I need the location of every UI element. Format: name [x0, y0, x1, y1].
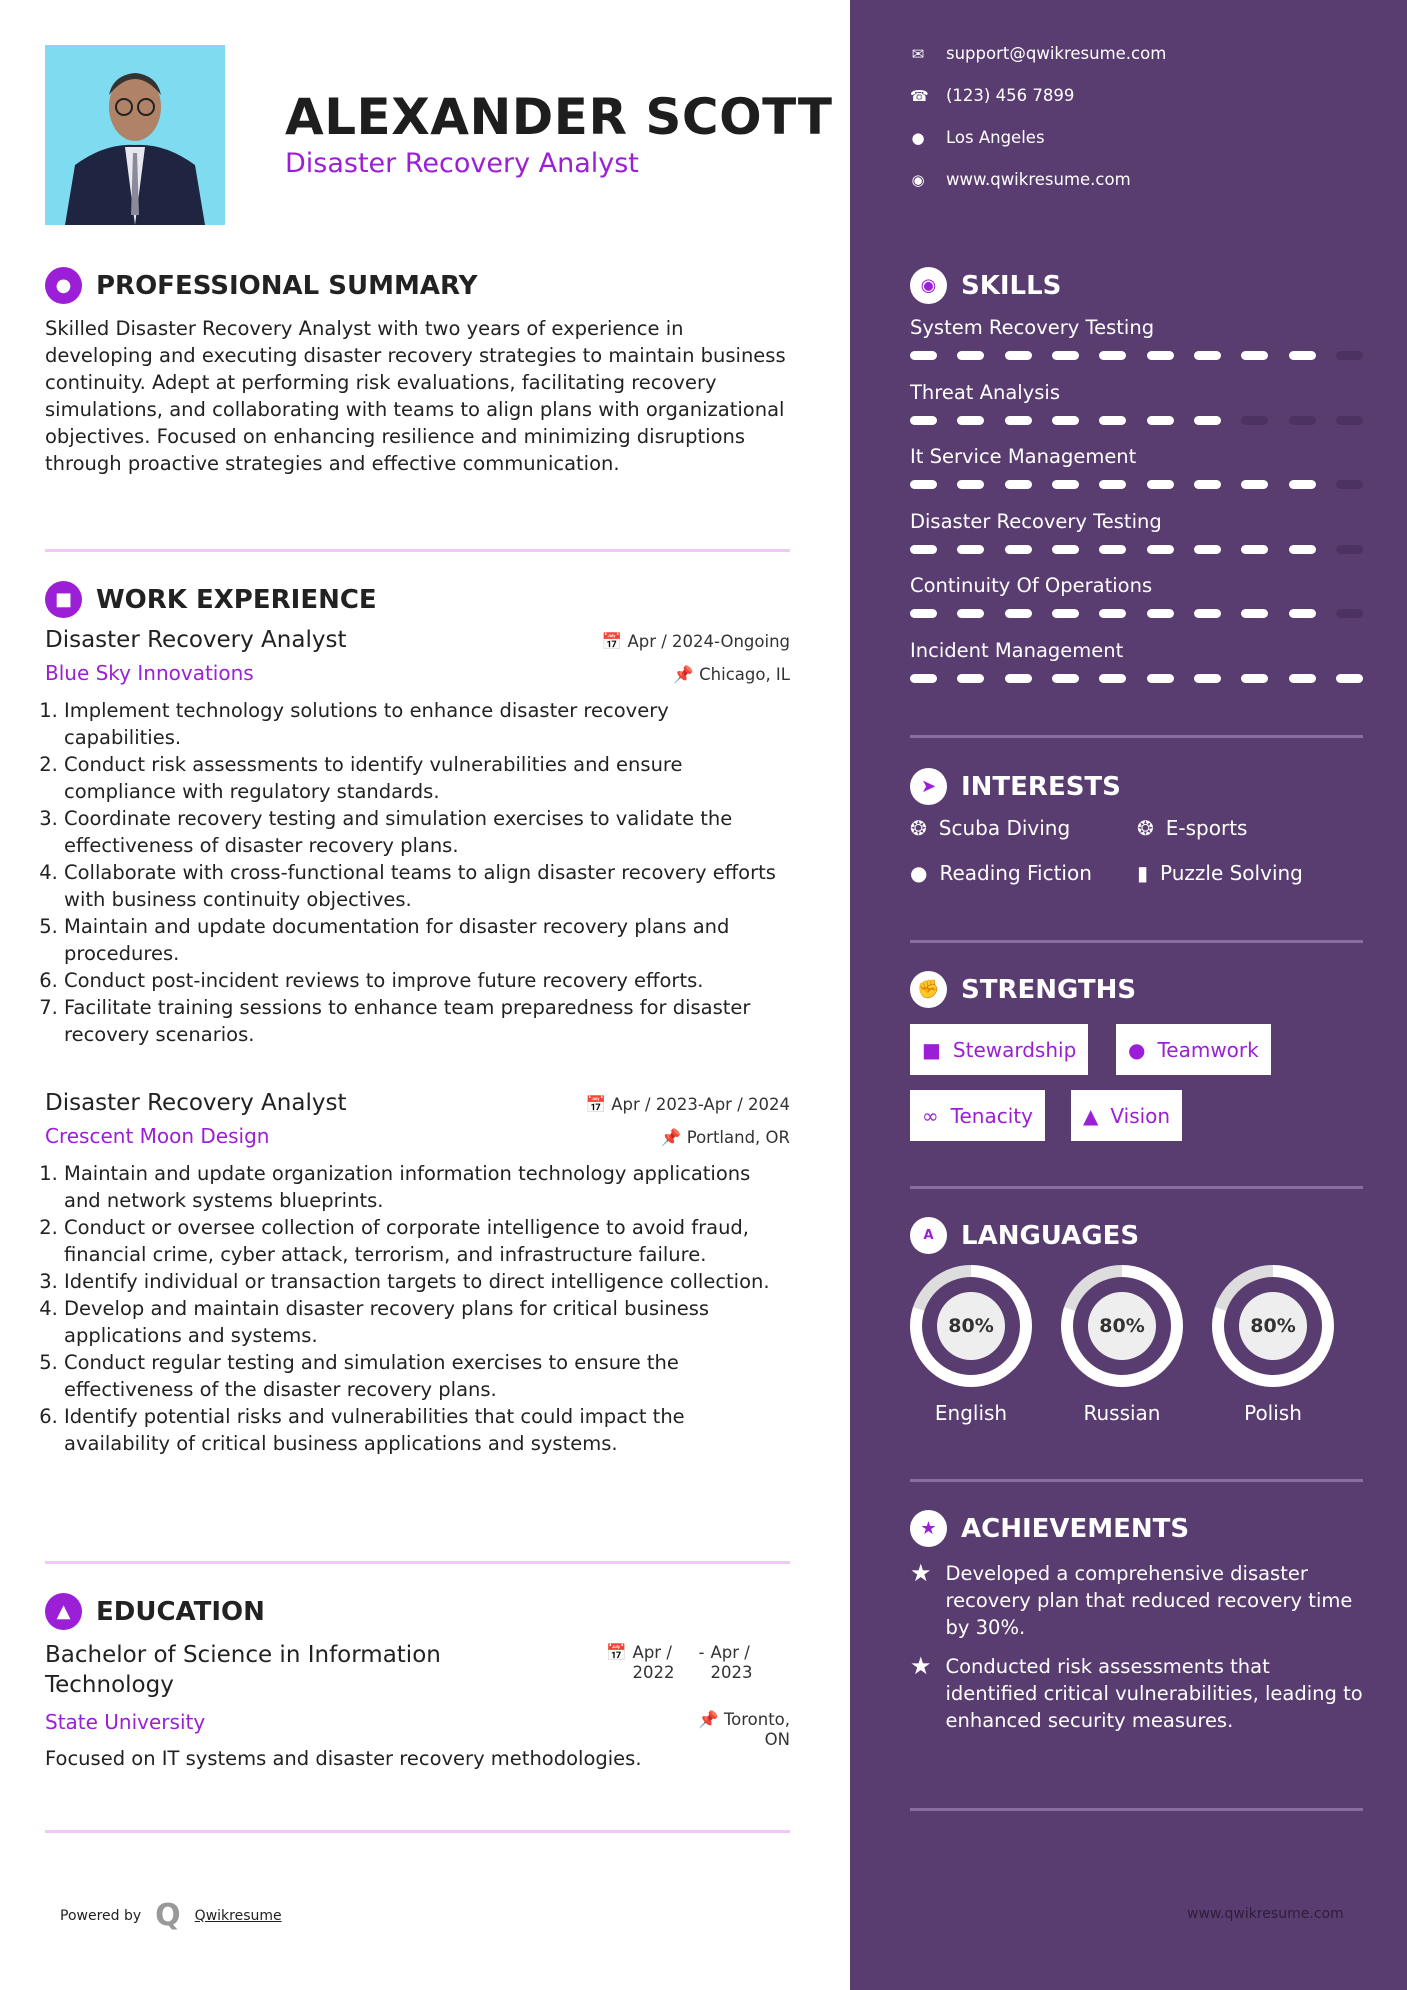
language-icon: A — [910, 1217, 947, 1254]
section-title: WORK EXPERIENCE — [96, 584, 377, 615]
achievement-item — [910, 1653, 1363, 1734]
languages-heading — [910, 1217, 1139, 1254]
location-text: Chicago, IL — [699, 665, 790, 684]
summary-heading — [45, 267, 477, 304]
skill-name: Threat Analysis — [910, 380, 1060, 404]
rating-dash-filled — [1005, 674, 1032, 683]
skill-name: Continuity Of Operations — [910, 574, 1153, 597]
divider — [45, 1561, 790, 1564]
language-percent: 80% — [1239, 1292, 1307, 1360]
rating-dash-filled — [1241, 351, 1268, 360]
pin-icon: 📌 — [660, 1128, 687, 1147]
divider — [910, 1479, 1363, 1482]
language-item — [910, 1265, 1032, 1425]
rating-dash-filled — [910, 545, 937, 554]
star-badge-icon: ★ — [910, 1510, 947, 1547]
achievement-item — [910, 1560, 1363, 1641]
list-item: 4. Develop and maintain disaster recovery plans for critical business applications and systems. — [64, 1295, 790, 1349]
section-title: INTERESTS — [961, 771, 1121, 802]
powered-by-text: Powered by — [60, 1907, 142, 1924]
rating-dash-filled — [1005, 545, 1032, 554]
job-location — [673, 665, 790, 685]
interest-label: Puzzle Solving — [1160, 861, 1303, 885]
rating-dash-filled — [1147, 674, 1174, 683]
rating-dash-filled — [1052, 351, 1079, 360]
dates-text: Apr / 2024-Ongoing — [627, 632, 790, 651]
company-name: Crescent Moon Design — [45, 1124, 270, 1148]
language-progress-ring — [910, 1265, 1032, 1387]
phone-icon: ☎ — [910, 86, 929, 105]
strength-label: Stewardship — [952, 1037, 1077, 1062]
calendar-icon: 📅 — [601, 632, 628, 651]
rating-dash-filled — [1289, 480, 1316, 489]
school-name: State University — [45, 1710, 206, 1734]
job-dates — [602, 632, 790, 652]
divider — [910, 1186, 1363, 1189]
user-icon: ● — [45, 267, 82, 304]
interest-item — [1137, 816, 1247, 840]
rating-dash-filled — [1147, 545, 1174, 554]
list-item: 2. Conduct or oversee collection of corporate intelligence to avoid fraud, financial crime, cyber attack, terrorism, and infrastructure failure. — [64, 1214, 790, 1268]
rating-dash-filled — [1194, 674, 1221, 683]
rating-dash-filled — [1052, 609, 1079, 618]
skill-item — [910, 445, 1363, 489]
rating-dash-empty — [1336, 480, 1363, 489]
rating-dash-filled — [910, 674, 937, 683]
rating-dash-filled — [1099, 351, 1126, 360]
footer-website[interactable]: www.qwikresume.com — [1187, 1906, 1344, 1922]
life-ring-icon: ❂ — [910, 816, 927, 840]
job-location — [661, 1128, 790, 1148]
skill-item — [910, 316, 1363, 360]
section-title: LANGUAGES — [961, 1220, 1140, 1251]
divider — [910, 735, 1363, 738]
skill-item — [910, 639, 1363, 683]
skill-rating — [910, 480, 1363, 489]
divider — [45, 549, 790, 552]
list-item: 5. Conduct regular testing and simulation exercises to ensure the effectiveness of the disaster recovery plans. — [64, 1349, 790, 1403]
experience-heading — [45, 581, 377, 618]
rating-dash-filled — [1005, 609, 1032, 618]
rating-dash-filled — [1099, 609, 1126, 618]
section-title: EDUCATION — [96, 1596, 265, 1627]
link-icon: ∞ — [922, 1103, 939, 1128]
divider — [910, 940, 1363, 943]
gamepad-icon: ● — [910, 861, 928, 885]
skill-item — [910, 510, 1363, 554]
skill-name: Disaster Recovery Testing — [910, 509, 1162, 533]
list-item: 7. Facilitate training sessions to enhance team preparedness for disaster recovery scenarios. — [64, 994, 790, 1048]
calendar-icon: 📅 — [606, 1643, 627, 1662]
rating-dash-filled — [1194, 545, 1221, 554]
strength-label: Tenacity — [950, 1103, 1033, 1128]
rating-dash-filled — [1289, 609, 1316, 618]
rating-dash-filled — [957, 545, 984, 554]
globe-icon: ◉ — [911, 170, 925, 189]
paper-plane-icon: ➤ — [910, 768, 947, 805]
divider — [45, 1830, 790, 1833]
education-description: Focused on IT systems and disaster recovery methodologies. — [45, 1747, 642, 1770]
briefcase-icon: ■ — [922, 1037, 941, 1062]
list-item: 1. Maintain and update organization information technology applications and network systems blueprints. — [64, 1160, 790, 1214]
list-item: 4. Collaborate with cross-functional teams to align disaster recovery efforts with business continuity objectives. — [64, 859, 790, 913]
candidate-name: ALEXANDER SCOTT — [285, 88, 833, 146]
skill-name: It Service Management — [910, 445, 1137, 468]
strength-chip — [910, 1024, 1088, 1075]
rating-dash-filled — [1147, 351, 1174, 360]
skill-rating — [910, 351, 1363, 360]
strength-chip — [910, 1090, 1045, 1141]
list-item: 6. Identify potential risks and vulnerabilities that could impact the availability of critical business applications and systems. — [64, 1403, 790, 1457]
section-title: ACHIEVEMENTS — [961, 1513, 1190, 1544]
interest-item — [910, 816, 1070, 840]
skill-item — [910, 381, 1363, 425]
skill-rating — [910, 609, 1363, 618]
rating-dash-filled — [1052, 545, 1079, 554]
rating-dash-filled — [1005, 351, 1032, 360]
interest-item — [1137, 861, 1303, 885]
contact-email[interactable] — [910, 44, 1166, 63]
skill-rating — [910, 545, 1363, 554]
strength-label: Teamwork — [1157, 1037, 1259, 1062]
pin-icon: 📌 — [698, 1710, 724, 1729]
rating-dash-filled — [1005, 480, 1032, 489]
rating-dash-filled — [1147, 480, 1174, 489]
language-percent: 80% — [1088, 1292, 1156, 1360]
rating-dash-filled — [1289, 545, 1316, 554]
contact-text: support@qwikresume.com — [946, 44, 1167, 63]
briefcase-icon: ■ — [45, 581, 82, 618]
rating-dash-filled — [957, 480, 984, 489]
rating-dash-filled — [1099, 416, 1126, 425]
list-item: 2. Conduct risk assessments to identify vulnerabilities and ensure compliance with regulatory standards. — [64, 751, 790, 805]
achievement-text: Developed a comprehensive disaster recovery plan that reduced recovery time by 30%. — [945, 1562, 1353, 1639]
rating-dash-empty — [1241, 416, 1268, 425]
achievement-text: Conducted risk assessments that identified critical vulnerabilities, leading to enhanced security measures. — [945, 1655, 1363, 1732]
skill-rating — [910, 674, 1363, 683]
rating-dash-filled — [1241, 480, 1268, 489]
education-location — [670, 1710, 790, 1749]
rating-dash-filled — [1194, 609, 1221, 618]
book-icon: ▮ — [1137, 861, 1149, 885]
rating-dash-filled — [1241, 609, 1268, 618]
job-entry — [45, 627, 790, 1048]
education-heading — [45, 1593, 265, 1630]
language-name: Russian — [1083, 1401, 1161, 1425]
rating-dash-filled — [910, 351, 937, 360]
rating-dash-filled — [1194, 351, 1221, 360]
languages-list — [910, 1265, 1334, 1425]
rating-dash-filled — [1099, 480, 1126, 489]
language-name: Polish — [1244, 1401, 1302, 1425]
map-marker-icon: ● — [911, 128, 925, 147]
education-dates — [606, 1643, 761, 1683]
company-name: Blue Sky Innovations — [45, 661, 254, 685]
interest-item — [910, 861, 1092, 885]
pin-icon: 📌 — [673, 665, 700, 684]
language-percent: 80% — [937, 1292, 1005, 1360]
degree-title: Bachelor of Science in Information Technology — [45, 1642, 441, 1698]
divider — [910, 1808, 1363, 1811]
rating-dash-filled — [1099, 674, 1126, 683]
list-item: 3. Coordinate recovery testing and simulation exercises to validate the effectiveness of disaster recovery plans. — [64, 805, 790, 859]
language-item — [1212, 1265, 1334, 1425]
graduate-icon: ▲ — [45, 1593, 82, 1630]
start-date: Apr / 2022 — [632, 1643, 675, 1682]
language-progress-ring — [1061, 1265, 1183, 1387]
candidate-title: Disaster Recovery Analyst — [285, 148, 639, 179]
skill-item — [910, 574, 1363, 618]
profile-photo — [45, 45, 225, 225]
section-title: STRENGTHS — [961, 974, 1137, 1005]
contact-location — [910, 128, 1045, 147]
list-item: 1. Implement technology solutions to enhance disaster recovery capabilities. — [64, 697, 790, 751]
rating-dash-filled — [957, 351, 984, 360]
job-title: Disaster Recovery Analyst — [45, 1090, 347, 1116]
interest-label: Reading Fiction — [939, 861, 1092, 885]
language-progress-ring — [1212, 1265, 1334, 1387]
contact-text: www.qwikresume.com — [946, 170, 1131, 189]
powered-by — [60, 1898, 282, 1933]
users-icon: ● — [1128, 1037, 1146, 1062]
lightbulb-icon: ◉ — [910, 267, 947, 304]
rating-dash-empty — [1336, 609, 1363, 618]
contact-phone[interactable] — [910, 86, 1074, 105]
star-icon: ★ — [910, 1559, 932, 1587]
contact-website[interactable] — [910, 170, 1131, 189]
section-title: SKILLS — [961, 270, 1062, 301]
rating-dash-filled — [1147, 609, 1174, 618]
rating-dash-empty — [1336, 416, 1363, 425]
rating-dash-filled — [1289, 351, 1316, 360]
date-separator: - — [698, 1643, 705, 1662]
contact-text: (123) 456 7899 — [946, 86, 1075, 105]
list-item: 6. Conduct post-incident reviews to improve future recovery efforts. — [64, 967, 790, 994]
rating-dash-filled — [1289, 674, 1316, 683]
strengths-heading — [910, 971, 1136, 1008]
job-title: Disaster Recovery Analyst — [45, 627, 347, 653]
contact-text: Los Angeles — [946, 128, 1045, 147]
rating-dash-filled — [1005, 416, 1032, 425]
list-item: 5. Maintain and update documentation for disaster recovery plans and procedures. — [64, 913, 790, 967]
section-title: PROFESSIONAL SUMMARY — [96, 270, 478, 301]
location-text: Toronto, ON — [723, 1710, 790, 1749]
calendar-icon: 📅 — [585, 1095, 612, 1114]
fist-icon: ✊ — [910, 971, 947, 1008]
rating-dash-filled — [957, 674, 984, 683]
strength-chip — [1116, 1024, 1271, 1075]
end-date: Apr / 2023 — [710, 1643, 753, 1682]
skill-name: Incident Management — [910, 638, 1124, 662]
rating-dash-filled — [1099, 545, 1126, 554]
qwikresume-link[interactable]: Qwikresume — [194, 1907, 282, 1924]
achievements-heading — [910, 1510, 1189, 1547]
qwikresume-logo-icon: Q — [155, 1898, 181, 1933]
rating-dash-filled — [1194, 416, 1221, 425]
binoculars-icon: ▲ — [1083, 1103, 1099, 1128]
life-ring-icon: ❂ — [1137, 816, 1154, 840]
rating-dash-empty — [1336, 545, 1363, 554]
job-entry — [45, 1090, 790, 1457]
interest-label: E-sports — [1165, 816, 1248, 840]
location-text: Portland, OR — [686, 1128, 790, 1147]
skill-name: System Recovery Testing — [910, 316, 1155, 339]
rating-dash-empty — [1289, 416, 1316, 425]
rating-dash-filled — [1241, 674, 1268, 683]
rating-dash-filled — [1336, 674, 1363, 683]
rating-dash-filled — [1241, 545, 1268, 554]
interests-heading — [910, 768, 1121, 805]
rating-dash-filled — [957, 416, 984, 425]
rating-dash-empty — [1336, 351, 1363, 360]
dates-text: Apr / 2023-Apr / 2024 — [611, 1095, 790, 1114]
strength-chip — [1071, 1090, 1182, 1141]
skills-heading — [910, 267, 1061, 304]
job-dates — [585, 1095, 790, 1115]
interest-label: Scuba Diving — [938, 816, 1071, 840]
job-duties — [45, 697, 790, 1048]
rating-dash-filled — [910, 416, 937, 425]
skill-rating — [910, 416, 1363, 425]
summary-text: Skilled Disaster Recovery Analyst with two years of experience in developing and executing disaster recovery strategies to maintain business continuity. Adept at performing risk evaluations, facilitating recovery simulations, and collaborating with teams to align plans with organizational objectives. Focused on enhancing resilience and minimizing disruptions through proactive strategies and effective communication. — [45, 317, 786, 475]
star-icon: ★ — [910, 1652, 932, 1680]
rating-dash-filled — [1052, 480, 1079, 489]
list-item: 3. Identify individual or transaction targets to direct intelligence collection. — [64, 1268, 790, 1295]
job-duties — [45, 1160, 790, 1457]
rating-dash-filled — [1194, 480, 1221, 489]
language-item — [1061, 1265, 1183, 1425]
rating-dash-filled — [910, 609, 937, 618]
rating-dash-filled — [1147, 416, 1174, 425]
rating-dash-filled — [957, 609, 984, 618]
rating-dash-filled — [1052, 416, 1079, 425]
language-name: English — [934, 1401, 1008, 1425]
rating-dash-filled — [1052, 674, 1079, 683]
strength-label: Vision — [1110, 1103, 1171, 1128]
envelope-icon: ✉ — [911, 44, 925, 63]
rating-dash-filled — [910, 480, 937, 489]
